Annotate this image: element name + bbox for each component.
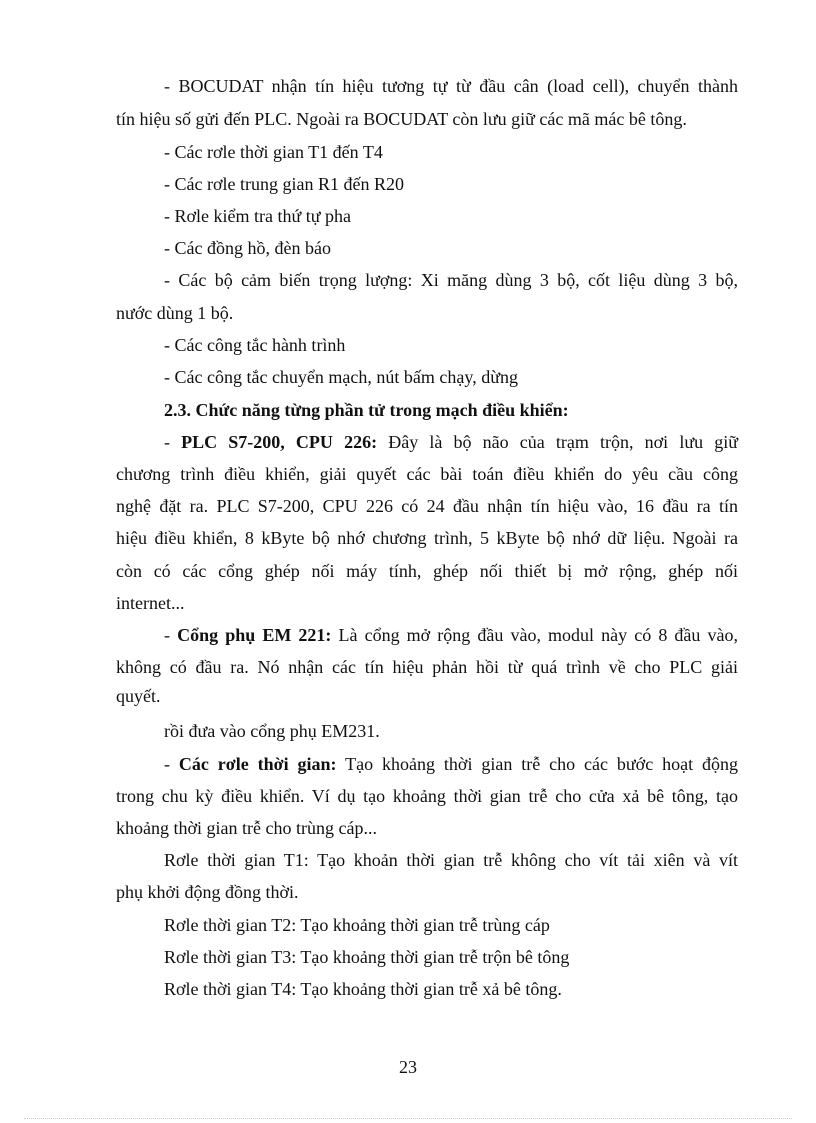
para-plc-line3: nghệ đặt ra. PLC S7-200, CPU 226 có 24 đầu nhận tín hiệu vào, 16 đầu ra tín [116, 496, 738, 516]
para-em221-line1: - Cổng phụ EM 221: Là cổng mở rộng đầu vào, modul này có 8 đầu vào, [164, 625, 738, 645]
plc-term: PLC S7-200, CPU 226: [181, 432, 378, 452]
para-plc-line4: hiệu điều khiển, 8 kByte bộ nhớ chương trình, 5 kByte bộ nhớ dữ liệu. Ngoài ra [116, 528, 738, 548]
para-plc-line1: - PLC S7-200, CPU 226: Đây là bộ não của trạm trộn, nơi lưu giữ [164, 432, 738, 452]
para-t3: Rơle thời gian T3: Tạo khoảng thời gian trễ trộn bê tông [164, 947, 570, 967]
list-item-limit-switches: - Các công tắc hành trình [164, 335, 346, 355]
list-item-relays: - Các rơle trung gian R1 đến R20 [164, 174, 404, 194]
para-timers-line3: khoảng thời gian trễ cho trùng cáp... [116, 818, 377, 838]
para-bocudat-line1: - BOCUDAT nhận tín hiệu tương tự từ đầu cân (load cell), chuyển thành [164, 76, 738, 96]
para-plc-line2: chương trình điều khiển, giải quyết các bài toán điều khiển do yêu cầu công [116, 464, 738, 484]
list-item-switches: - Các công tắc chuyển mạch, nút bấm chạy, dừng [164, 367, 518, 387]
list-item-timers: - Các rơle thời gian T1 đến T4 [164, 142, 383, 162]
footer-divider [24, 1118, 792, 1119]
para-t4: Rơle thời gian T4: Tạo khoảng thời gian trễ xả bê tông. [164, 979, 562, 999]
list-item-gauges: - Các đồng hồ, đèn báo [164, 238, 331, 258]
para-sensors-line1: - Các bộ cảm biến trọng lượng: Xi măng dùng 3 bộ, cốt liệu dùng 3 bộ, [164, 270, 738, 290]
em221-term: Cổng phụ EM 221: [177, 625, 332, 645]
para-plc-line6: internet... [116, 593, 185, 613]
para-sensors-line2: nước dùng 1 bộ. [116, 303, 234, 323]
para-em231: rồi đưa vào cổng phụ EM231. [164, 721, 380, 741]
page-number: 23 [399, 1057, 417, 1077]
para-em221-line2: không có đầu ra. Nó nhận các tín hiệu phản hồi từ quá trình về cho PLC giải [116, 657, 738, 677]
para-em221-line3: quyết. [116, 686, 161, 706]
para-t1-line2: phụ khởi động đồng thời. [116, 882, 299, 902]
para-bocudat-line2: tín hiệu số gửi đến PLC. Ngoài ra BOCUDAT còn lưu giữ các mã mác bê tông. [116, 109, 687, 129]
list-item-phase-relay: - Rơle kiểm tra thứ tự pha [164, 206, 351, 226]
para-t1-line1: Rơle thời gian T1: Tạo khoản thời gian trễ không cho vít tải xiên và vít [164, 850, 738, 870]
section-heading: 2.3. Chức năng từng phần tử trong mạch điều khiển: [164, 400, 569, 420]
para-plc-line5: còn có các cổng ghép nối máy tính, ghép nối thiết bị mở rộng, ghép nối [116, 561, 738, 581]
para-timers-line1: - Các rơle thời gian: Tạo khoảng thời gian trễ cho các bước hoạt động [164, 754, 738, 774]
timers-term: Các rơle thời gian: [178, 754, 337, 774]
para-timers-line2: trong chu kỳ điều khiển. Ví dụ tạo khoảng thời gian trễ cho cửa xả bê tông, tạo [116, 786, 738, 806]
para-t2: Rơle thời gian T2: Tạo khoảng thời gian trễ trùng cáp [164, 915, 550, 935]
